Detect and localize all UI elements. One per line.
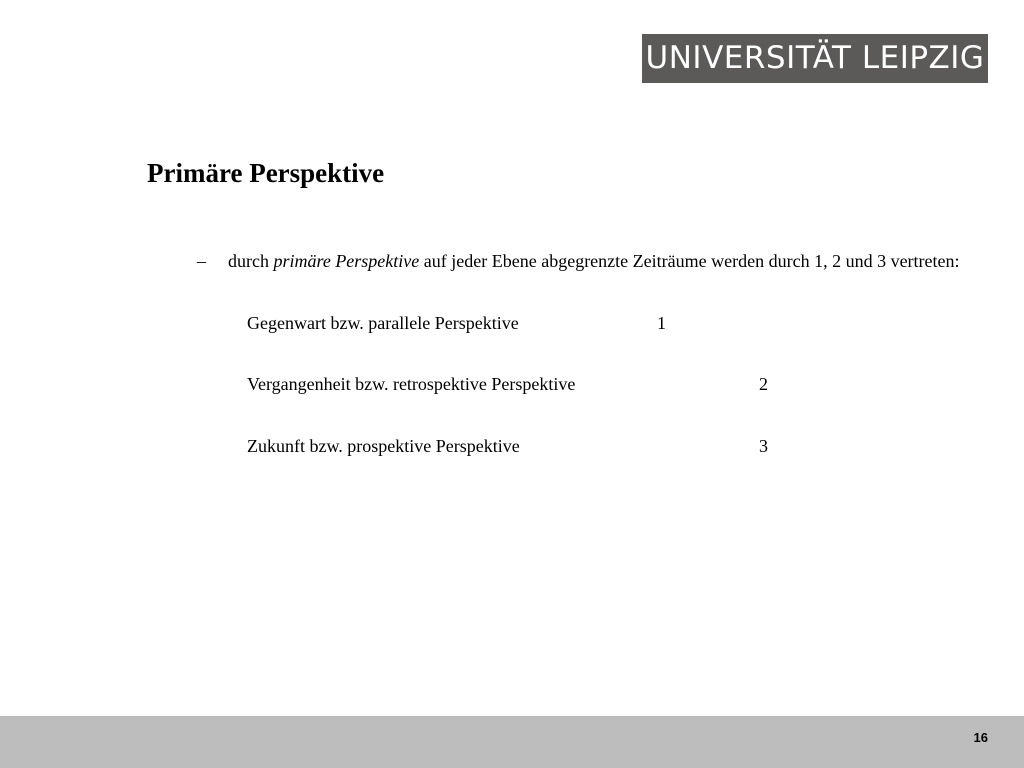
- bullet-text: [228, 251, 960, 272]
- bullet-text-emphasis: primäre Perspektive: [273, 251, 420, 271]
- footer-bar: [0, 716, 1024, 768]
- university-logo: UNIVERSITÄT LEIPZIG: [642, 34, 988, 83]
- bullet-text-before: durch: [228, 251, 274, 271]
- bullet-text-after: auf jeder Ebene abgegrenzte Zeiträume werden durch 1, 2 und 3 vertreten:: [419, 251, 960, 271]
- slide-title: Primäre Perspektive: [147, 158, 385, 188]
- perspective-label-future: Zukunft bzw. prospektive Perspektive: [247, 436, 520, 456]
- bullet-dash: –: [197, 251, 206, 271]
- perspective-label-past: Vergangenheit bzw. retrospektive Perspektive: [247, 374, 576, 394]
- page-number: 16: [973, 730, 988, 745]
- perspective-label-present: Gegenwart bzw. parallele Perspektive: [247, 313, 519, 333]
- perspective-number-present: 1: [657, 313, 666, 333]
- perspective-number-past: 2: [759, 374, 768, 394]
- perspective-number-future: 3: [759, 436, 768, 456]
